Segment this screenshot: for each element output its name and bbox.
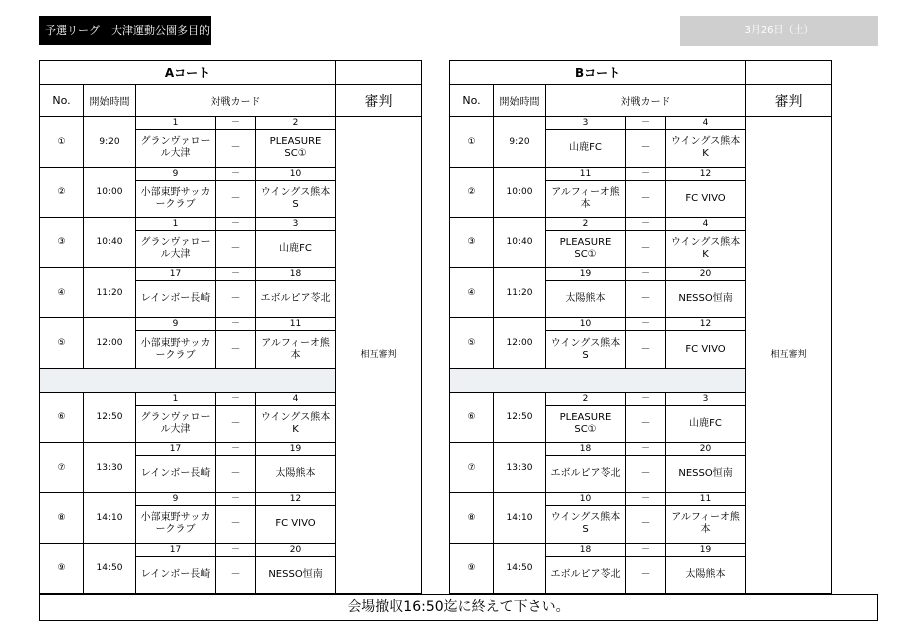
away-team-name: 山鹿FC xyxy=(666,405,746,442)
away-team-name: FC VIVO xyxy=(256,506,336,543)
id-separator: － xyxy=(626,392,666,405)
home-team-id: 1 xyxy=(136,392,216,405)
versus-separator: － xyxy=(626,230,666,267)
home-team-id: 1 xyxy=(136,117,216,130)
header-referee: 審判 xyxy=(336,85,422,117)
versus-separator: － xyxy=(216,180,256,217)
id-separator: － xyxy=(216,167,256,180)
away-team-name: FC VIVO xyxy=(666,180,746,217)
away-team-id: 11 xyxy=(666,493,746,506)
id-separator: － xyxy=(216,217,256,230)
away-team-id: 3 xyxy=(666,392,746,405)
column-header-row xyxy=(450,85,832,117)
versus-separator: － xyxy=(626,506,666,543)
versus-separator: － xyxy=(216,281,256,318)
id-separator: － xyxy=(626,117,666,130)
away-team-name: FC VIVO xyxy=(666,331,746,368)
versus-separator: － xyxy=(626,130,666,167)
match-start-time: 13:30 xyxy=(494,443,546,493)
versus-separator: － xyxy=(216,230,256,267)
home-team-name: エボルピア苓北 xyxy=(546,556,626,593)
home-team-id: 9 xyxy=(136,318,216,331)
break-cell xyxy=(40,368,336,392)
versus-separator: － xyxy=(626,281,666,318)
header-no: No. xyxy=(40,85,84,117)
court-a-table xyxy=(39,60,422,594)
home-team-name: アルフィーオ熊本 xyxy=(546,180,626,217)
match-number: ⑤ xyxy=(40,318,84,368)
away-team-name: アルフィーオ熊本 xyxy=(256,331,336,368)
match-ids-row xyxy=(40,117,422,130)
home-team-id: 2 xyxy=(546,217,626,230)
away-team-name: エボルピア苓北 xyxy=(256,281,336,318)
match-start-time: 12:00 xyxy=(84,318,136,368)
home-team-name: グランヴァロール大津 xyxy=(136,230,216,267)
id-separator: － xyxy=(216,117,256,130)
header-start-time: 開始時間 xyxy=(494,85,546,117)
match-number: ⑧ xyxy=(450,493,494,543)
versus-separator: － xyxy=(216,506,256,543)
versus-separator: － xyxy=(626,456,666,493)
home-team-name: 小部東野サッカークラブ xyxy=(136,180,216,217)
header-referee: 審判 xyxy=(746,85,832,117)
versus-separator: － xyxy=(626,556,666,593)
away-team-id: 18 xyxy=(256,268,336,281)
id-separator: － xyxy=(216,268,256,281)
match-number: ④ xyxy=(450,268,494,318)
away-team-name: ウイングス熊本K xyxy=(256,405,336,442)
id-separator: － xyxy=(626,217,666,230)
match-start-time: 14:10 xyxy=(84,493,136,543)
court-name-row xyxy=(40,61,422,85)
home-team-id: 18 xyxy=(546,543,626,556)
column-header-row xyxy=(40,85,422,117)
id-separator: － xyxy=(626,443,666,456)
away-team-name: 太陽熊本 xyxy=(256,456,336,493)
page-title: 予選リーグ 大津運動公園多目的 xyxy=(39,16,211,45)
versus-separator: － xyxy=(216,331,256,368)
home-team-id: 9 xyxy=(136,167,216,180)
versus-separator: － xyxy=(216,130,256,167)
court-name: Bコート xyxy=(450,61,746,85)
versus-separator: － xyxy=(216,456,256,493)
court-name-blank xyxy=(336,61,422,85)
match-number: ⑧ xyxy=(40,493,84,543)
away-team-id: 19 xyxy=(666,543,746,556)
footer-note: 会場撤収16:50迄に終えて下さい。 xyxy=(39,594,878,621)
match-start-time: 10:40 xyxy=(84,217,136,267)
home-team-id: 17 xyxy=(136,268,216,281)
home-team-name: 小部東野サッカークラブ xyxy=(136,506,216,543)
id-separator: － xyxy=(216,318,256,331)
away-team-name: ウイングス熊本K xyxy=(666,130,746,167)
away-team-id: 19 xyxy=(256,443,336,456)
match-start-time: 12:50 xyxy=(84,392,136,442)
match-start-time: 10:00 xyxy=(84,167,136,217)
match-number: ⑨ xyxy=(450,543,494,593)
away-team-name: アルフィーオ熊本 xyxy=(666,506,746,543)
id-separator: － xyxy=(216,493,256,506)
home-team-name: ウイングス熊本S xyxy=(546,506,626,543)
home-team-id: 1 xyxy=(136,217,216,230)
home-team-id: 18 xyxy=(546,443,626,456)
home-team-id: 9 xyxy=(136,493,216,506)
home-team-name: グランヴァロール大津 xyxy=(136,405,216,442)
court-name-blank xyxy=(746,61,832,85)
away-team-id: 20 xyxy=(256,543,336,556)
header-matchup: 対戦カード xyxy=(546,85,746,117)
away-team-id: 12 xyxy=(256,493,336,506)
versus-separator: － xyxy=(626,405,666,442)
away-team-name: ウイングス熊本S xyxy=(256,180,336,217)
referee-cell: 相互審判 xyxy=(336,117,422,594)
versus-separator: － xyxy=(216,405,256,442)
away-team-id: 11 xyxy=(256,318,336,331)
away-team-name: NESSO恒南 xyxy=(666,456,746,493)
header-matchup: 対戦カード xyxy=(136,85,336,117)
away-team-name: PLEASURE SC① xyxy=(256,130,336,167)
match-ids-row xyxy=(450,117,832,130)
away-team-id: 4 xyxy=(666,217,746,230)
away-team-id: 4 xyxy=(666,117,746,130)
away-team-id: 2 xyxy=(256,117,336,130)
home-team-id: 19 xyxy=(546,268,626,281)
home-team-id: 11 xyxy=(546,167,626,180)
match-number: ⑥ xyxy=(450,392,494,442)
away-team-name: 山鹿FC xyxy=(256,230,336,267)
home-team-name: 小部東野サッカークラブ xyxy=(136,331,216,368)
home-team-name: エボルピア苓北 xyxy=(546,456,626,493)
home-team-name: レインボー長崎 xyxy=(136,456,216,493)
match-start-time: 12:00 xyxy=(494,318,546,368)
home-team-id: 3 xyxy=(546,117,626,130)
home-team-id: 10 xyxy=(546,318,626,331)
header-start-time: 開始時間 xyxy=(84,85,136,117)
id-separator: － xyxy=(216,543,256,556)
match-number: ⑤ xyxy=(450,318,494,368)
match-number: ① xyxy=(40,117,84,167)
match-start-time: 14:50 xyxy=(84,543,136,593)
match-start-time: 11:20 xyxy=(84,268,136,318)
id-separator: － xyxy=(626,268,666,281)
break-cell xyxy=(450,368,746,392)
court-b-table xyxy=(449,60,832,594)
match-start-time: 13:30 xyxy=(84,443,136,493)
away-team-id: 4 xyxy=(256,392,336,405)
away-team-name: NESSO恒南 xyxy=(666,281,746,318)
event-date: 3月26日（土） xyxy=(680,16,878,46)
match-start-time: 10:00 xyxy=(494,167,546,217)
versus-separator: － xyxy=(626,331,666,368)
match-start-time: 14:50 xyxy=(494,543,546,593)
match-start-time: 14:10 xyxy=(494,493,546,543)
id-separator: － xyxy=(626,167,666,180)
id-separator: － xyxy=(626,543,666,556)
away-team-id: 12 xyxy=(666,318,746,331)
id-separator: － xyxy=(626,318,666,331)
match-number: ④ xyxy=(40,268,84,318)
match-number: ① xyxy=(450,117,494,167)
home-team-name: 太陽熊本 xyxy=(546,281,626,318)
match-number: ② xyxy=(450,167,494,217)
home-team-name: PLEASURE SC① xyxy=(546,230,626,267)
away-team-id: 10 xyxy=(256,167,336,180)
away-team-id: 12 xyxy=(666,167,746,180)
id-separator: － xyxy=(216,392,256,405)
away-team-name: NESSO恒南 xyxy=(256,556,336,593)
home-team-name: ウイングス熊本S xyxy=(546,331,626,368)
away-team-id: 20 xyxy=(666,443,746,456)
match-start-time: 9:20 xyxy=(494,117,546,167)
away-team-id: 3 xyxy=(256,217,336,230)
match-number: ⑦ xyxy=(40,443,84,493)
match-start-time: 11:20 xyxy=(494,268,546,318)
home-team-name: レインボー長崎 xyxy=(136,556,216,593)
match-number: ⑥ xyxy=(40,392,84,442)
court-name-row xyxy=(450,61,832,85)
header-no: No. xyxy=(450,85,494,117)
home-team-id: 17 xyxy=(136,543,216,556)
versus-separator: － xyxy=(216,556,256,593)
match-number: ③ xyxy=(40,217,84,267)
match-number: ⑦ xyxy=(450,443,494,493)
match-start-time: 9:20 xyxy=(84,117,136,167)
home-team-id: 17 xyxy=(136,443,216,456)
match-number: ⑨ xyxy=(40,543,84,593)
match-number: ③ xyxy=(450,217,494,267)
match-number: ② xyxy=(40,167,84,217)
away-team-id: 20 xyxy=(666,268,746,281)
home-team-name: グランヴァロール大津 xyxy=(136,130,216,167)
court-name: Aコート xyxy=(40,61,336,85)
id-separator: － xyxy=(626,493,666,506)
home-team-name: 山鹿FC xyxy=(546,130,626,167)
home-team-id: 10 xyxy=(546,493,626,506)
away-team-name: ウイングス熊本K xyxy=(666,230,746,267)
id-separator: － xyxy=(216,443,256,456)
home-team-id: 2 xyxy=(546,392,626,405)
referee-cell: 相互審判 xyxy=(746,117,832,594)
match-start-time: 10:40 xyxy=(494,217,546,267)
home-team-name: レインボー長崎 xyxy=(136,281,216,318)
versus-separator: － xyxy=(626,180,666,217)
away-team-name: 太陽熊本 xyxy=(666,556,746,593)
home-team-name: PLEASURE SC① xyxy=(546,405,626,442)
match-start-time: 12:50 xyxy=(494,392,546,442)
